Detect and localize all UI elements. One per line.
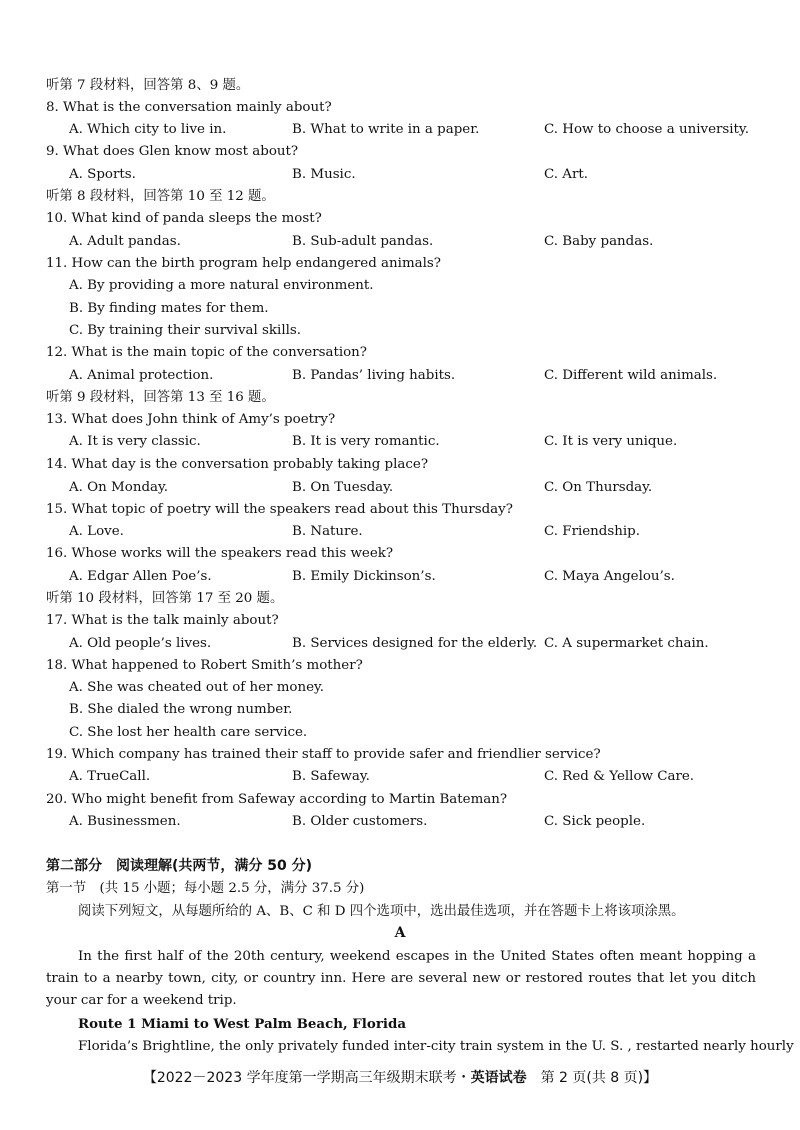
q18-option-b: B. She dialed the wrong number. bbox=[69, 702, 293, 717]
question-14: 14. What day is the conversation probably taking place? bbox=[46, 457, 428, 472]
q14-option-a: A. On Monday. bbox=[69, 480, 169, 495]
q13-option-b: B. It is very romantic. bbox=[292, 434, 440, 449]
q14-option-c: C. On Thursday. bbox=[544, 480, 653, 495]
q19-option-a: A. TrueCall. bbox=[69, 769, 151, 784]
q12-option-b: B. Pandas’ living habits. bbox=[292, 368, 456, 383]
q8-option-a: A. Which city to live in. bbox=[69, 122, 227, 137]
question-11: 11. How can the birth program help endangered animals? bbox=[46, 256, 441, 271]
q13-option-c: C. It is very unique. bbox=[544, 434, 678, 449]
q11-option-c: C. By training their survival skills. bbox=[69, 323, 302, 338]
footer-subject: 英语试卷 bbox=[470, 1070, 527, 1086]
q9-option-a: A. Sports. bbox=[69, 167, 136, 182]
q15-option-b: B. Nature. bbox=[292, 524, 363, 539]
q15-option-c: C. Friendship. bbox=[544, 524, 640, 539]
question-10: 10. What kind of panda sleeps the most? bbox=[46, 211, 322, 226]
q14-option-b: B. On Tuesday. bbox=[292, 480, 394, 495]
listening-instruction-10: 听第 10 段材料，回答第 17 至 20 题。 bbox=[46, 591, 284, 606]
q8-option-c: C. How to choose a university. bbox=[544, 122, 749, 137]
question-19: 19. Which company has trained their staff to provide safer and friendlier service? bbox=[46, 747, 601, 762]
q19-option-b: B. Safeway. bbox=[292, 769, 370, 784]
passage-paragraph-2: Florida’s Brightline, the only privately funded inter-city train system in the U. S. , restarted nearly hourly bbox=[78, 1039, 794, 1054]
passage-label: A bbox=[394, 925, 406, 941]
q12-option-c: C. Different wild animals. bbox=[544, 368, 718, 383]
q20-option-b: B. Older customers. bbox=[292, 814, 428, 829]
q10-option-b: B. Sub-adult pandas. bbox=[292, 234, 434, 249]
q9-option-b: B. Music. bbox=[292, 167, 356, 182]
q20-option-c: C. Sick people. bbox=[544, 814, 646, 829]
q16-option-c: C. Maya Angelou’s. bbox=[544, 569, 675, 584]
q16-option-a: A. Edgar Allen Poe’s. bbox=[69, 569, 212, 584]
question-17: 17. What is the talk mainly about? bbox=[46, 613, 279, 628]
q12-option-a: A. Animal protection. bbox=[69, 368, 214, 383]
listening-instruction-9: 听第 9 段材料，回答第 13 至 16 题。 bbox=[46, 390, 275, 405]
footer-exam-info: 【2022－2023 学年度第一学期高三年级期末联考・ bbox=[142, 1070, 471, 1086]
q18-option-a: A. She was cheated out of her money. bbox=[69, 680, 325, 695]
question-18: 18. What happened to Robert Smith’s mother? bbox=[46, 658, 363, 673]
listening-instruction-8: 听第 8 段材料，回答第 10 至 12 题。 bbox=[46, 189, 275, 204]
question-12: 12. What is the main topic of the conversation? bbox=[46, 345, 367, 360]
q11-option-b: B. By finding mates for them. bbox=[69, 301, 269, 316]
question-9: 9. What does Glen know most about? bbox=[46, 144, 299, 159]
q9-option-c: C. Art. bbox=[544, 167, 588, 182]
q8-option-b: B. What to write in a paper. bbox=[292, 122, 480, 137]
q10-option-c: C. Baby pandas. bbox=[544, 234, 654, 249]
passage-paragraph-1: In the first half of the 20th century, weekend escapes in the United States often meant hopping a train to a nearby town, city, or country inn. Here are several new or restored routes that let you ditch your car for a weekend trip. bbox=[46, 949, 756, 1008]
question-15: 15. What topic of poetry will the speakers read about this Thursday? bbox=[46, 502, 513, 517]
question-8: 8. What is the conversation mainly about? bbox=[46, 100, 332, 115]
q17-option-b: B. Services designed for the elderly. bbox=[292, 636, 538, 651]
q20-option-a: A. Businessmen. bbox=[69, 814, 181, 829]
part-two-title: 第二部分 阅读理解(共两节，满分 50 分) bbox=[46, 858, 313, 874]
question-16: 16. Whose works will the speakers read this week? bbox=[46, 546, 394, 561]
question-13: 13. What does John think of Amy’s poetry? bbox=[46, 412, 336, 427]
q17-option-a: A. Old people’s lives. bbox=[69, 636, 212, 651]
route-heading: Route 1 Miami to West Palm Beach, Florida bbox=[78, 1016, 407, 1032]
q15-option-a: A. Love. bbox=[69, 524, 124, 539]
listening-instruction-7: 听第 7 段材料，回答第 8、9 题。 bbox=[46, 78, 250, 93]
reading-instruction: 阅读下列短文，从每题所给的 A、B、C 和 D 四个选项中，选出最佳选项，并在答题卡上将该项涂黑。 bbox=[78, 904, 685, 919]
page-footer bbox=[0, 1067, 800, 1087]
q16-option-b: B. Emily Dickinson’s. bbox=[292, 569, 436, 584]
q17-option-c: C. A supermarket chain. bbox=[544, 636, 709, 651]
question-20: 20. Who might benefit from Safeway according to Martin Bateman? bbox=[46, 792, 508, 807]
q13-option-a: A. It is very classic. bbox=[69, 434, 201, 449]
q18-option-c: C. She lost her health care service. bbox=[69, 725, 308, 740]
section-one-title: 第一节 (共 15 小题；每小题 2.5 分，满分 37.5 分) bbox=[46, 881, 365, 896]
q10-option-a: A. Adult pandas. bbox=[69, 234, 181, 249]
footer-page-number: 第 2 页(共 8 页)】 bbox=[526, 1070, 658, 1086]
q11-option-a: A. By providing a more natural environment. bbox=[69, 278, 374, 293]
q19-option-c: C. Red & Yellow Care. bbox=[544, 769, 695, 784]
